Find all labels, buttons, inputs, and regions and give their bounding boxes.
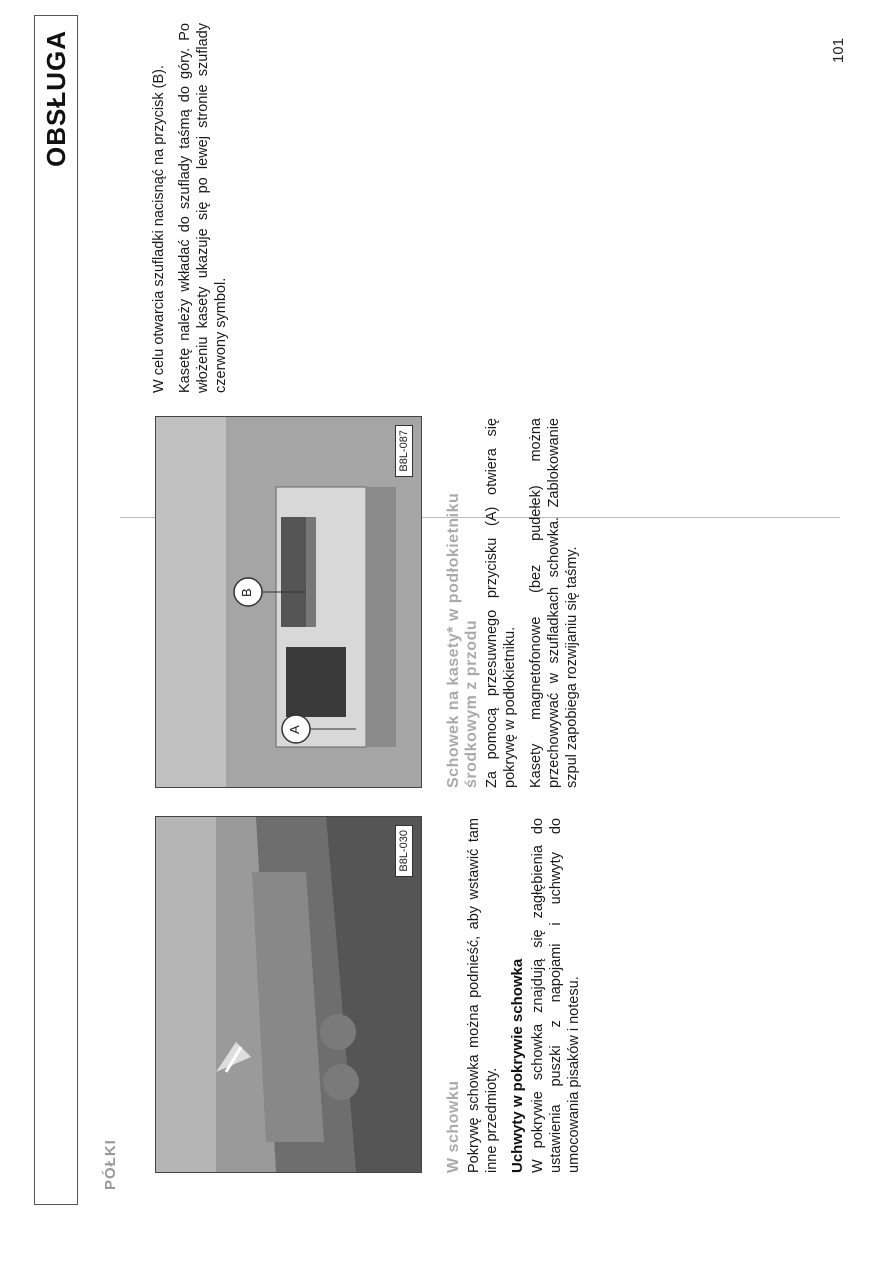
page-number: 101	[830, 38, 847, 64]
glovebox-photo-graphic	[156, 817, 421, 1172]
header-bar	[34, 15, 78, 1205]
col1-subheading: Uchwyty w pokrywie schowka	[509, 958, 526, 1173]
text-column-1	[445, 818, 591, 1173]
section-label: PÓŁKI	[102, 1139, 119, 1190]
callout-label-b: B	[239, 588, 254, 597]
col1-para1: Pokrywę schowka można podnieść, aby wstawić tam inne przedmioty.	[466, 818, 500, 1173]
figure-cassette-box	[155, 416, 422, 788]
col3-para2: Kasetę należy wkładać do szuflady taśmą do góry. Po włożeniu kasety ukazuje się po lewej stronie szuflady czerwony symbol.	[177, 23, 229, 393]
header-title: OBSŁUGA	[41, 30, 71, 167]
col1-heading: W schowku	[445, 1080, 462, 1173]
figure-glovebox	[155, 816, 422, 1173]
text-column-3	[150, 23, 238, 393]
col3-para1: W celu otwarcia szufladki nacisnąć na przycisk (B).	[151, 65, 167, 393]
col1-para2: W pokrywie schowka znajdują się zagłębienia do ustawienia puszki z napojami i uchwyty do umocowania pisaków i notesu.	[530, 818, 582, 1173]
callout-label-a: A	[287, 725, 302, 734]
figure-code: B8L-087	[395, 425, 413, 477]
figure-code: B8L-030	[395, 825, 413, 877]
text-column-2	[445, 418, 589, 788]
col2-para2: Kasety magnetofonowe (bez pudełek) można przechowywać w szufladkach schowka. Zablokowanie szpul zapobiega rozwijaniu się taśmy.	[528, 418, 580, 788]
col2-para1: Za pomocą przesuwnego przycisku (A) otwiera się pokrywę w podłokietniku.	[484, 418, 518, 788]
col2-heading: Schowek na kasety* w podłokietniku środkowym z przodu	[445, 492, 480, 788]
